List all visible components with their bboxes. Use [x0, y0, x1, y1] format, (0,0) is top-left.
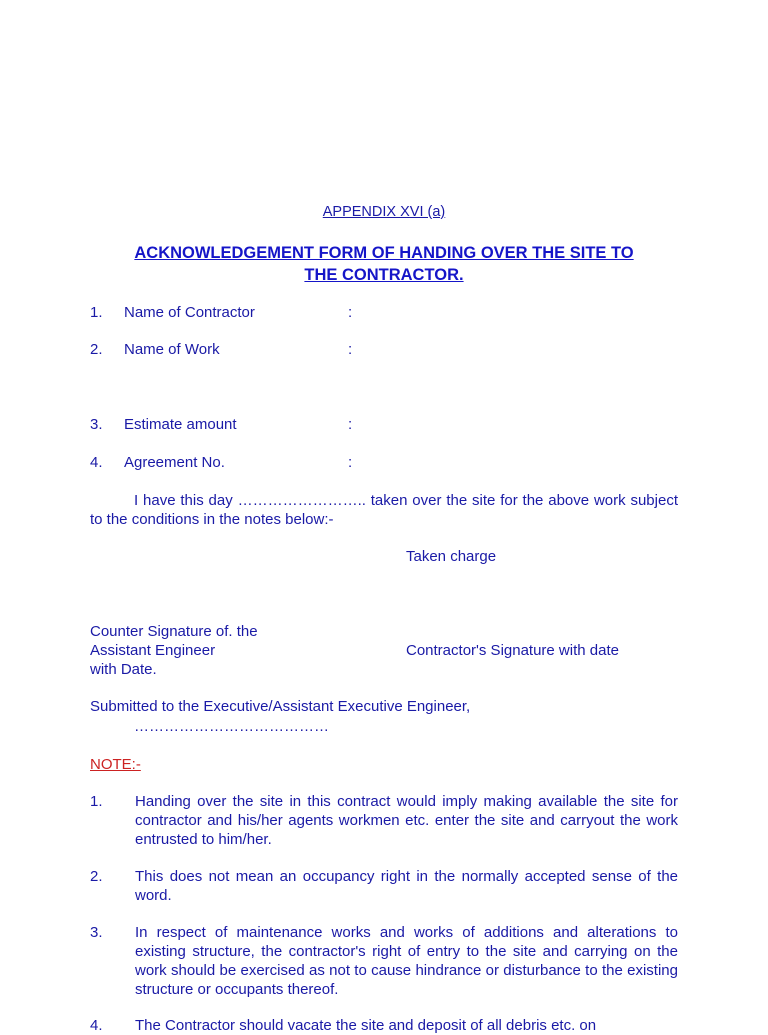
field-colon: :: [348, 304, 353, 321]
note-heading: NOTE:-: [90, 756, 141, 773]
field-number: 1.: [90, 304, 103, 321]
form-title: [0, 242, 768, 286]
form-title-line-2: THE CONTRACTOR.: [304, 266, 464, 284]
note-number: 1.: [90, 793, 103, 810]
declaration-text: I have this day …………………….. taken over the site for the above work subject to the conditions in the notes below:-: [90, 492, 678, 528]
note-number: 2.: [90, 868, 103, 885]
field-number: 3.: [90, 416, 103, 433]
declaration-paragraph: [90, 491, 678, 529]
note-number: 4.: [90, 1017, 103, 1034]
note-text: This does not mean an occupancy right in the normally accepted sense of the word.: [135, 868, 678, 904]
submitted-dotted-line: …………………………………: [134, 718, 329, 735]
field-label-agreement: Agreement No.: [124, 454, 225, 471]
counter-signature-line-2: Assistant Engineer: [90, 642, 216, 659]
field-label-work: Name of Work: [124, 341, 220, 358]
appendix-label: APPENDIX XVI (a): [322, 204, 446, 220]
taken-charge-label: Taken charge: [406, 548, 497, 565]
field-number: 4.: [90, 454, 103, 471]
field-label-estimate: Estimate amount: [124, 416, 237, 433]
field-colon: :: [348, 454, 353, 471]
field-colon: :: [348, 416, 353, 433]
form-title-line-1: ACKNOWLEDGEMENT FORM OF HANDING OVER THE SITE TO: [134, 244, 634, 262]
submitted-to-line: Submitted to the Executive/Assistant Executive Engineer,: [90, 698, 471, 715]
field-number: 2.: [90, 341, 103, 358]
contractor-signature-label: Contractor's Signature with date: [406, 642, 619, 659]
counter-signature-line-1: Counter Signature of. the: [90, 623, 258, 640]
note-text: The Contractor should vacate the site and deposit of all debris etc. on: [135, 1017, 597, 1034]
note-text: Handing over the site in this contract would imply making available the site for contractor and his/her agents workmen etc. enter the site and carryout the work entrusted to him/her.: [135, 793, 678, 848]
field-colon: :: [348, 341, 353, 358]
note-number: 3.: [90, 924, 103, 941]
field-label-contractor: Name of Contractor: [124, 304, 255, 321]
note-text: In respect of maintenance works and works of additions and alterations to existing structure, the contractor's right of entry to the site and carrying on the work should be exercised as not to cause hindrance or disturbance to the existing structure or occupants thereof.: [135, 924, 678, 998]
counter-signature-line-3: with Date.: [90, 661, 157, 678]
